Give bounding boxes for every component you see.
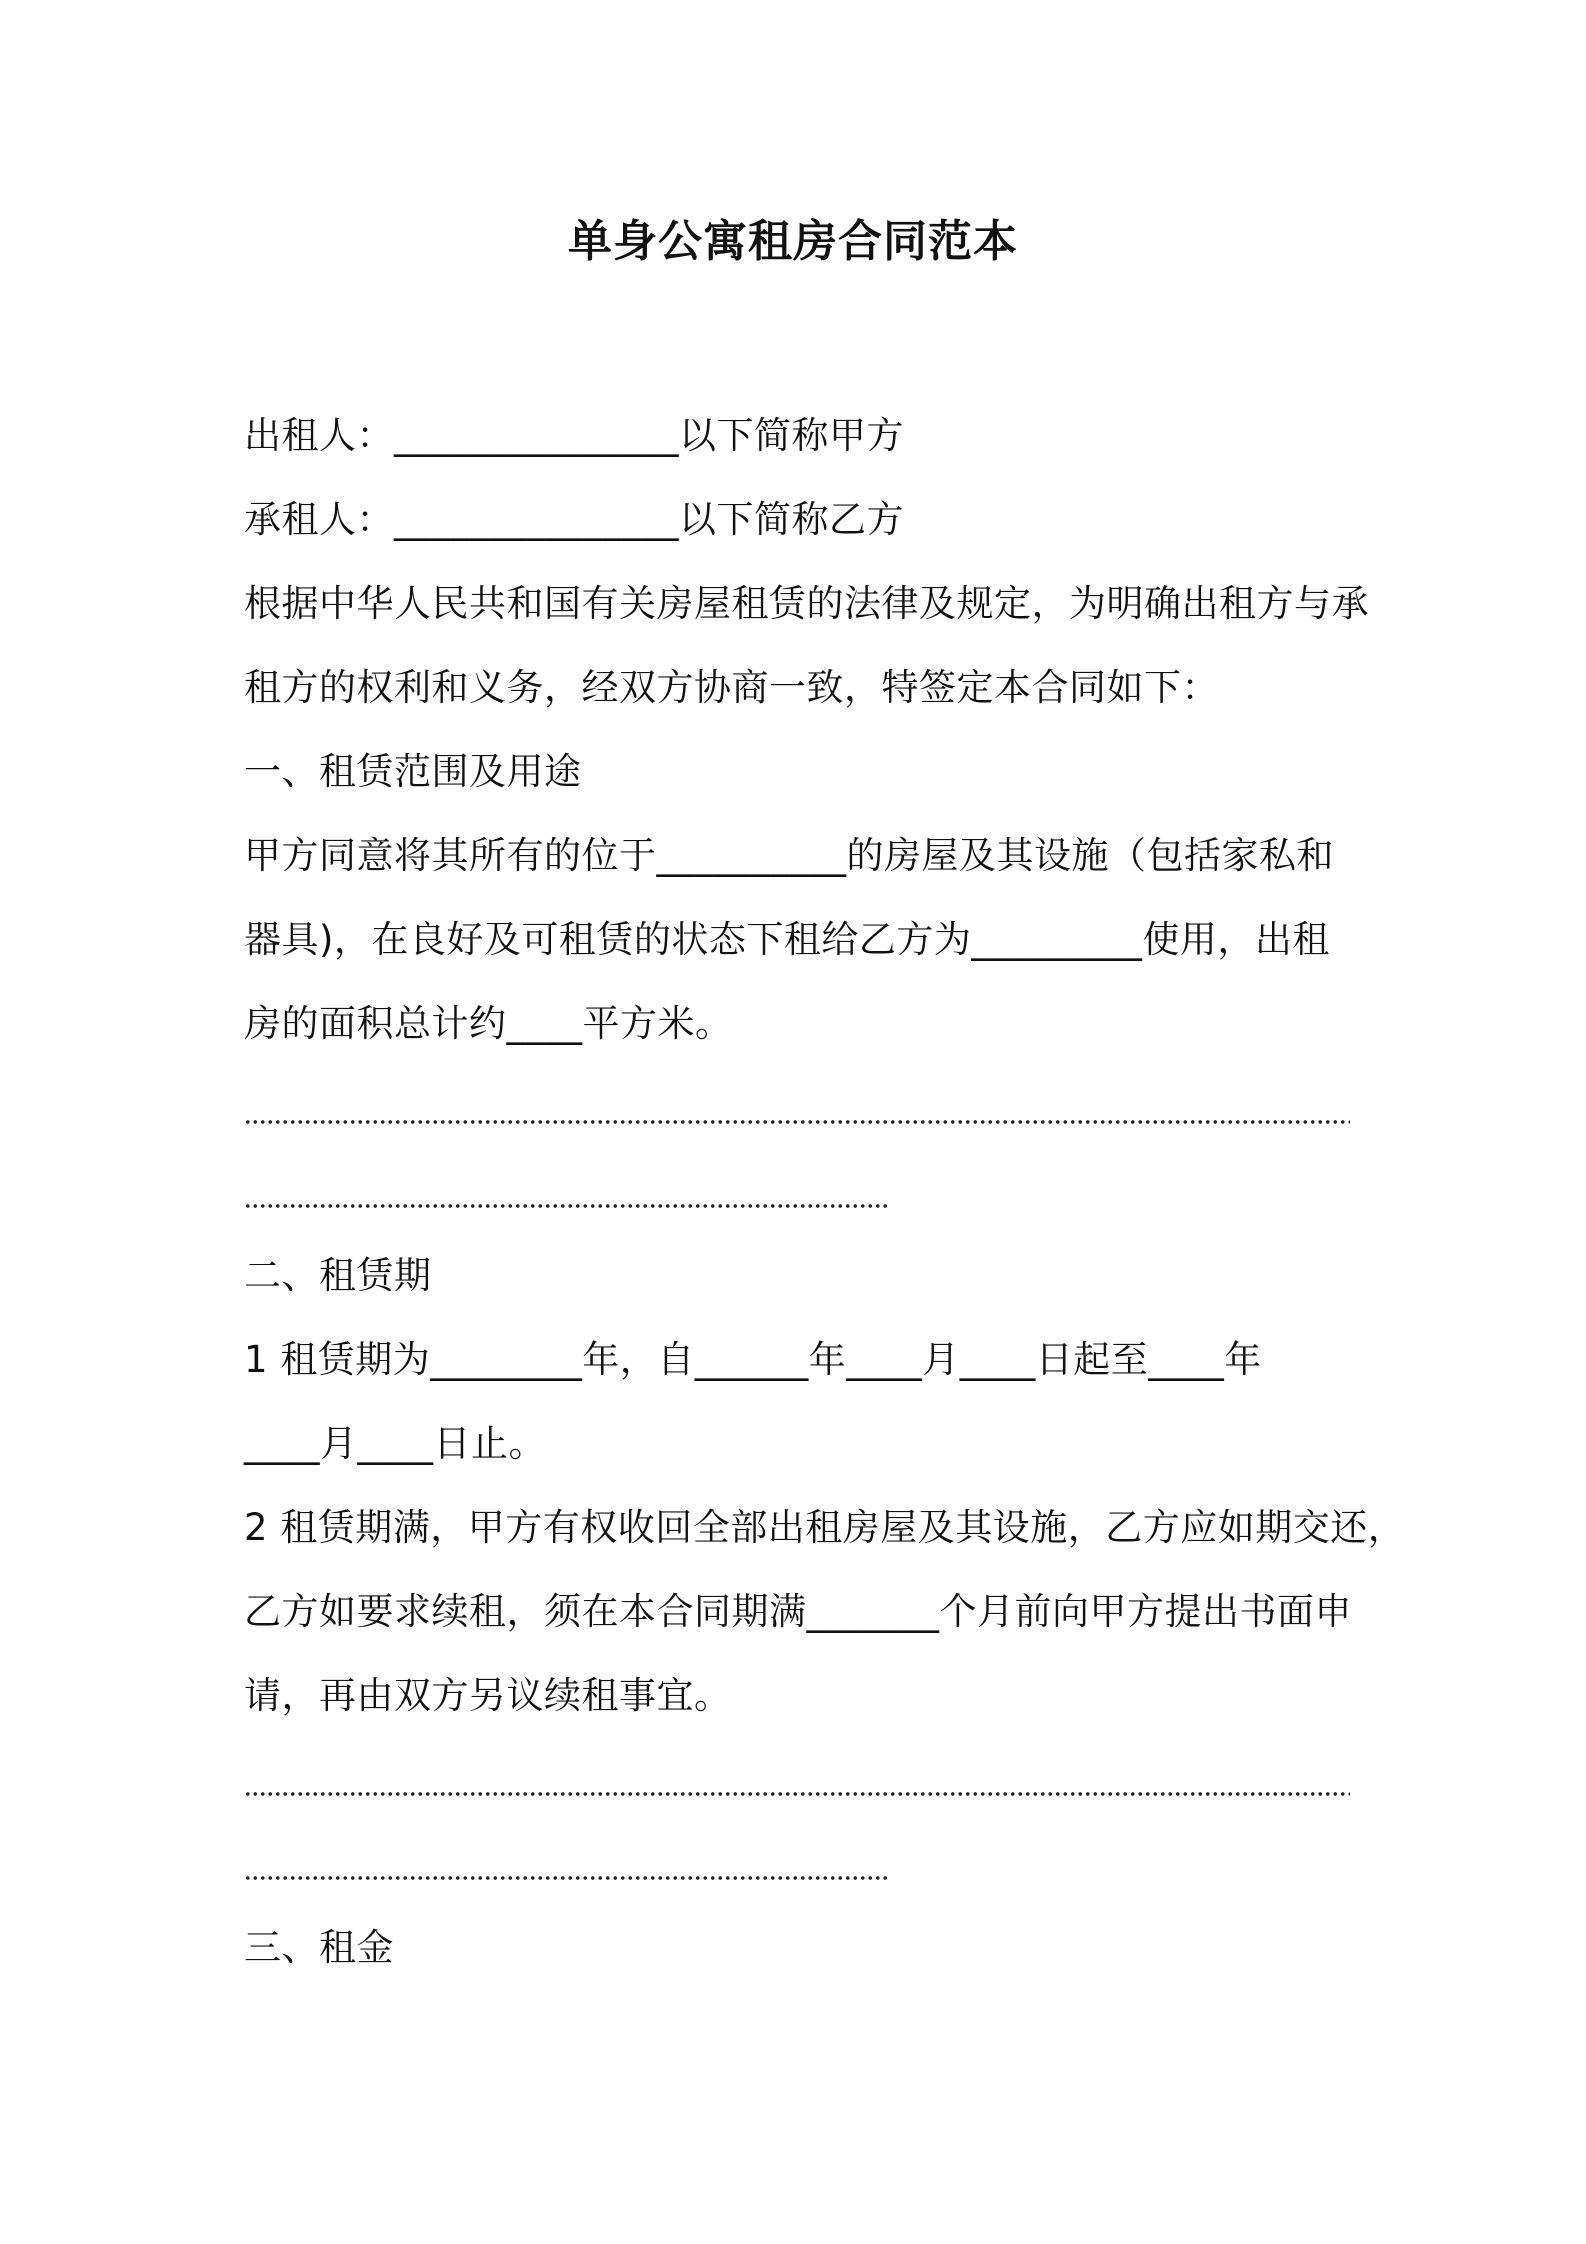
ellipsis-separator [244, 1119, 1350, 1125]
ellipsis-separator [244, 1203, 890, 1209]
section-1-text-line-1: 甲方同意将其所有的位于__________的房屋及其设施（包括家私和 [244, 834, 1334, 877]
lease-expiry-line-2: 乙方如要求续租，须在本合同期满_______个月前向甲方提出书面申 [244, 1590, 1352, 1633]
lease-term-line-1: 1 租赁期为________年，自______年____月____日起至____年 [244, 1338, 1262, 1381]
section-3-heading: 三、租金 [244, 1926, 394, 1969]
ellipsis-separator [244, 1791, 1350, 1797]
lessor-line: 出租人：_______________以下简称甲方 [244, 414, 904, 457]
preamble-line-1: 根据中华人民共和国有关房屋租赁的法律及规定，为明确出租方与承 [244, 582, 1369, 625]
ellipsis-separator [244, 1875, 890, 1881]
lessee-line: 承租人：_______________以下简称乙方 [244, 498, 904, 541]
section-1-heading: 一、租赁范围及用途 [244, 750, 582, 793]
lease-expiry-line-1: 2 租赁期满，甲方有权收回全部出租房屋及其设施，乙方应如期交还， [244, 1506, 1406, 1549]
preamble-line-2: 租方的权利和义务，经双方协商一致，特签定本合同如下： [244, 666, 1219, 709]
lease-expiry-line-3: 请，再由双方另议续租事宜。 [244, 1674, 732, 1717]
section-2-heading: 二、租赁期 [244, 1254, 432, 1297]
document-title: 单身公寓租房合同范本 [568, 216, 1018, 267]
section-1-text-line-3: 房的面积总计约____平方米。 [244, 1002, 733, 1045]
section-1-text-line-2: 器具)，在良好及可租赁的状态下租给乙方为_________使用，出租 [244, 918, 1330, 961]
lease-term-line-2: ____月____日止。 [244, 1422, 546, 1465]
